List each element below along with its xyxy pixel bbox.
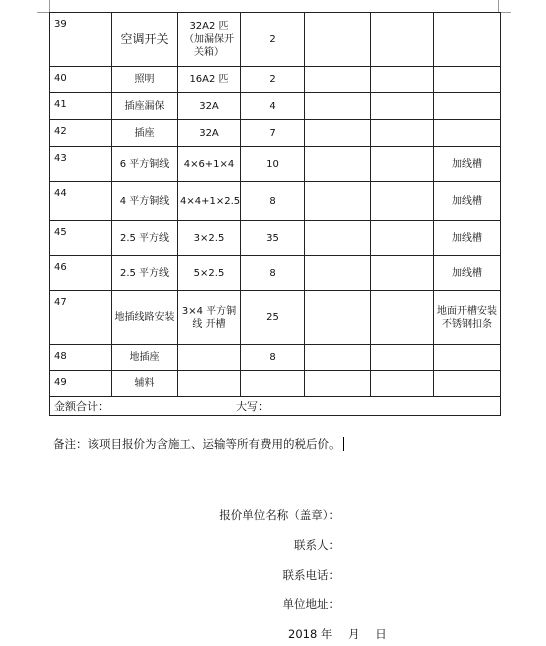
row-number: 41	[50, 93, 112, 120]
item-remark: 加线槽	[434, 221, 501, 256]
item-spec: 4×6+1×4	[178, 147, 241, 182]
table-row	[50, 67, 501, 93]
contact-phone-label: 联系电话：	[282, 568, 340, 582]
item-qty: 8	[241, 182, 305, 221]
table-row	[50, 291, 501, 345]
item-name: 2.5 平方线	[112, 256, 178, 291]
item-remark	[434, 345, 501, 371]
item-spec: 32A	[178, 120, 241, 147]
empty-cell	[305, 147, 371, 182]
item-name: 4 平方铜线	[112, 182, 178, 221]
item-qty: 2	[241, 13, 305, 67]
item-name: 2.5 平方线	[112, 221, 178, 256]
table-row	[50, 93, 501, 120]
row-number: 49	[50, 371, 112, 397]
item-remark: 地面开槽安装不锈钢扣条	[434, 291, 501, 345]
table-row	[50, 256, 501, 291]
item-spec: 32A2 匹（加漏保开关箱）	[178, 13, 241, 67]
item-spec: 32A	[178, 93, 241, 120]
item-name: 地插座	[112, 345, 178, 371]
item-remark	[434, 120, 501, 147]
table-row	[50, 221, 501, 256]
table-row	[50, 371, 501, 397]
empty-cell	[371, 345, 434, 371]
table-row	[50, 182, 501, 221]
quotation-table	[49, 12, 501, 416]
row-number: 42	[50, 120, 112, 147]
row-number: 43	[50, 147, 112, 182]
empty-cell	[371, 256, 434, 291]
empty-cell	[305, 371, 371, 397]
empty-cell	[305, 291, 371, 345]
item-qty: 8	[241, 256, 305, 291]
date-year: 2018 年	[288, 627, 333, 641]
item-qty: 2	[241, 67, 305, 93]
item-qty: 25	[241, 291, 305, 345]
item-spec: 3×2.5	[178, 221, 241, 256]
table-row	[50, 345, 501, 371]
empty-cell	[305, 345, 371, 371]
item-name: 插座	[112, 120, 178, 147]
item-remark	[434, 371, 501, 397]
empty-cell	[305, 182, 371, 221]
row-number: 46	[50, 256, 112, 291]
item-remark	[434, 13, 501, 67]
item-name: 6 平方铜线	[112, 147, 178, 182]
item-name: 辅料	[112, 371, 178, 397]
contact-person-label: 联系人：	[294, 538, 340, 552]
item-qty: 4	[241, 93, 305, 120]
table-row	[50, 120, 501, 147]
total-cell	[50, 397, 501, 416]
row-number: 48	[50, 345, 112, 371]
empty-cell	[371, 67, 434, 93]
empty-cell	[305, 13, 371, 67]
empty-cell	[305, 256, 371, 291]
empty-cell	[305, 67, 371, 93]
empty-cell	[305, 221, 371, 256]
total-capital-label: 大写：	[236, 399, 269, 413]
item-remark	[434, 67, 501, 93]
item-name: 插座漏保	[112, 93, 178, 120]
date-line	[288, 626, 391, 642]
item-spec	[178, 371, 241, 397]
empty-cell	[371, 291, 434, 345]
item-remark: 加线槽	[434, 147, 501, 182]
empty-cell	[371, 221, 434, 256]
item-qty	[241, 371, 305, 397]
item-remark: 加线槽	[434, 256, 501, 291]
item-qty: 7	[241, 120, 305, 147]
company-address-label: 单位地址：	[282, 597, 340, 611]
item-spec: 4×4+1×2.5	[178, 182, 241, 221]
item-spec: 16A2 匹	[178, 67, 241, 93]
empty-cell	[371, 120, 434, 147]
item-remark	[434, 93, 501, 120]
row-number: 45	[50, 221, 112, 256]
item-qty: 35	[241, 221, 305, 256]
total-amount-label: 金额合计：	[54, 399, 109, 413]
empty-cell	[371, 147, 434, 182]
empty-cell	[371, 182, 434, 221]
remark-note[interactable]	[53, 436, 344, 452]
date-month: 月	[348, 627, 360, 641]
item-qty: 10	[241, 147, 305, 182]
item-spec: 3×4 平方铜线 开槽	[178, 291, 241, 345]
item-spec: 5×2.5	[178, 256, 241, 291]
empty-cell	[305, 93, 371, 120]
item-name: 地插线路安装	[112, 291, 178, 345]
empty-cell	[371, 371, 434, 397]
empty-cell	[305, 120, 371, 147]
row-number: 47	[50, 291, 112, 345]
company-name-label: 报价单位名称（盖章）：	[219, 508, 340, 522]
table-row	[50, 13, 501, 67]
empty-cell	[371, 93, 434, 120]
row-number: 44	[50, 182, 112, 221]
item-name: 空调开关	[112, 13, 178, 67]
text-cursor	[343, 437, 345, 451]
item-qty: 8	[241, 345, 305, 371]
row-number: 40	[50, 67, 112, 93]
date-day: 日	[375, 627, 387, 641]
empty-cell	[371, 13, 434, 67]
item-spec	[178, 345, 241, 371]
row-number: 39	[50, 13, 112, 67]
total-row	[50, 397, 501, 416]
table-row	[50, 147, 501, 182]
remark-text: 备注：该项目报价为含施工、运输等所有费用的税后价。	[53, 437, 341, 451]
item-remark: 加线槽	[434, 182, 501, 221]
item-name: 照明	[112, 67, 178, 93]
